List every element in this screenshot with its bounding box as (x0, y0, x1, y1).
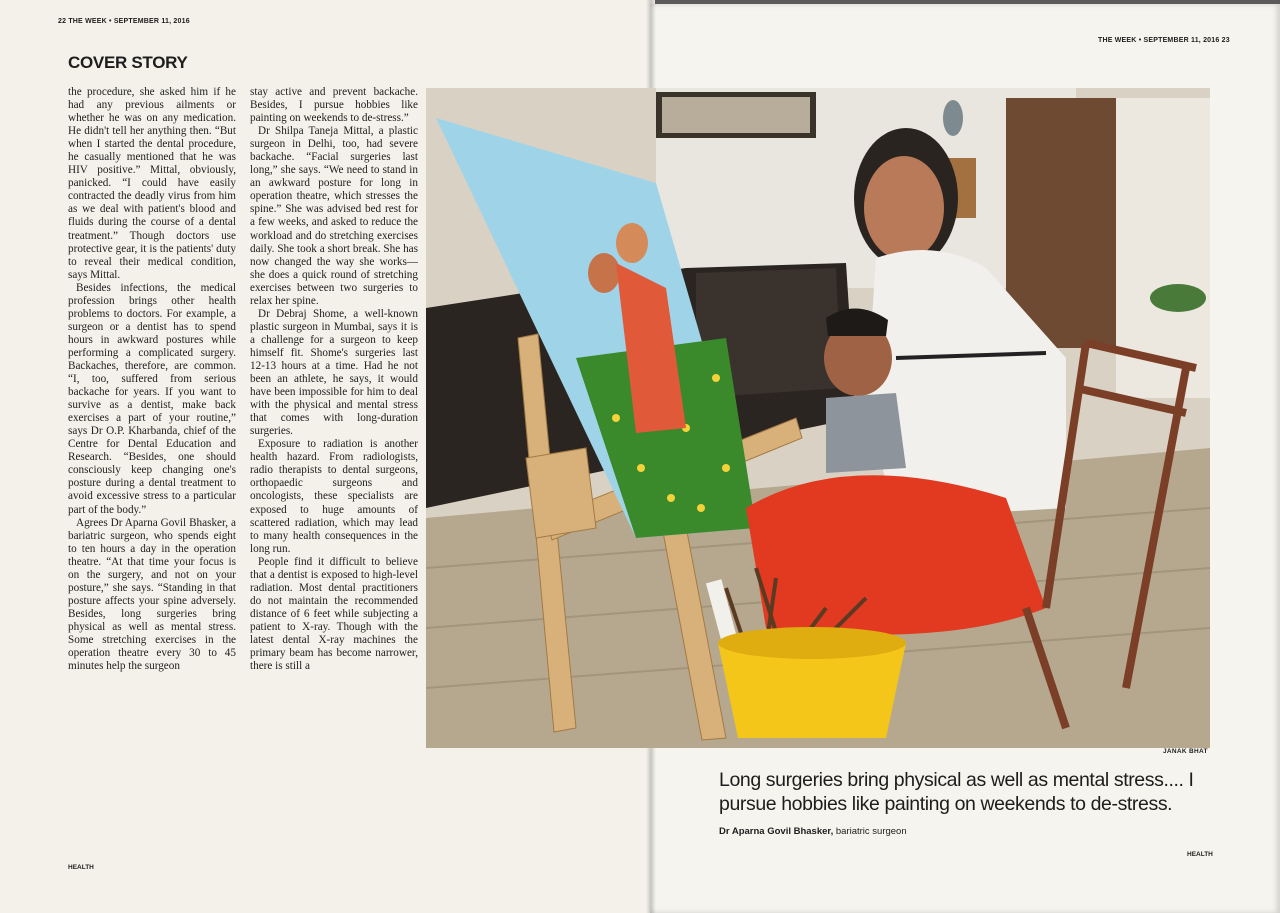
painting-woman-face (616, 223, 648, 263)
woman-face (864, 156, 944, 260)
article-column-1 (68, 86, 236, 673)
attribution-role: bariatric surgeon (833, 826, 907, 837)
section-heading: COVER STORY (68, 53, 188, 72)
child-shirt (826, 393, 906, 473)
photo-illustration (426, 88, 1210, 748)
bucket-rim (718, 627, 906, 659)
feature-photo (426, 88, 1210, 748)
attribution-name: Dr Aparna Govil Bhasker, (719, 826, 834, 837)
article-paragraph: stay active and prevent backache. Besides, I pursue hobbies like painting on weekends to de-stress.” (250, 86, 418, 125)
article-paragraph: Agrees Dr Aparna Govil Bhasker, a bariatric surgeon, who spends eight to ten hours a day in the operation theatre. “At that time your focus is on the surgery, and not on your posture,” she says. “Standing in that posture affects your spine adversely. Besides, long surgeries bring physical as well as mental stress. Some stretching exercises in the operation theatre every 30 to 45 minutes help the surgeon (68, 516, 236, 673)
wall-frame-art (662, 97, 810, 133)
photo-credit: JANAK BHAT (1163, 748, 1208, 755)
article-paragraph: Dr Shilpa Taneja Mittal, a plastic surgeon in Delhi, too, had severe backache. “Facial surgeries last long,” she says. “We need to stand in an awkward posture for long in operation theatre, which stresses the spine.” She was advised bed rest for a few weeks, and asked to reduce the workload and do stretching exercises daily. She took a short break. She has now changed the way she works—she does a quick round of stretching exercises between two surgeries to relax her spine. (250, 125, 418, 307)
page-folio-left: 22 THE WEEK • SEPTEMBER 11, 2016 (58, 18, 190, 25)
article-paragraph: Besides infections, the medical profession brings other health problems to doctors. For example, a surgeon or a dentist has to spend hours in awkward postures while performing a complicated surgery. Backaches, therefore, are common. “I, too, suffered from serious backache for years. If you want to survive as a dentist, make back exercises a part of your routine,” says Dr O.P. Kharbanda, chief of the Centre for Dental Education and Research. “Besides, one should consciously keep changing one's posture during a dental treatment to avoid excessive stress to a particular part of the body.” (68, 281, 236, 516)
article-paragraph: People find it difficult to believe that a dentist is exposed to high-level radiation. Most dental practitioners do not maintain the recommended distance of 6 feet while subjecting a patient to X-ray. Though with the latest dental X-ray machines the primary beam has become narrower, there is still a (250, 555, 418, 673)
pull-quote: Long surgeries bring physical as well as mental stress.... I pursue hobbies like painting on weekends to de-stress. (719, 769, 1194, 815)
woman-red-skirt (746, 475, 1046, 634)
potted-plant (1150, 284, 1206, 312)
article-paragraph: Dr Debraj Shome, a well-known plastic surgeon in Mumbai, says it is a challenge for a surgeon to keep himself fit. Shome's surgeries last 12-13 hours at a time. Had he not been an athlete, he says, it would have been impossible for him to deal with the physical and mental stress that comes with long-duration surgeries. (250, 307, 418, 438)
article-paragraph: the procedure, she asked him if he had any previous ailments or whether he was on any medication. He didn't tell her anything then. “But when I started the dental procedure, he casually mentioned that he was HIV positive.” Mittal, obviously, panicked. “I could have easily contracted the deadly virus from him as we deal with patient's blood and fluids during the course of a dental treatment.” Though doctors use protective gear, it is the patients' duty to reveal their medical condition, says Mittal. (68, 86, 236, 281)
section-footer-right: HEALTH (1187, 851, 1213, 858)
pull-quote-attribution (719, 826, 907, 837)
article-paragraph: Exposure to radiation is another health hazard. From radiologists, radio therapists to dental surgeons, orthopaedic surgeons and oncologists, these specialists are exposed to huge amounts of scattered radiation, which may lead to many health consequences in the long run. (250, 438, 418, 555)
wall-ornament (943, 100, 963, 136)
page-folio-right: THE WEEK • SEPTEMBER 11, 2016 23 (1098, 37, 1230, 44)
section-footer-left: HEALTH (68, 864, 94, 871)
article-column-2 (250, 86, 418, 673)
painting-child (588, 253, 620, 293)
